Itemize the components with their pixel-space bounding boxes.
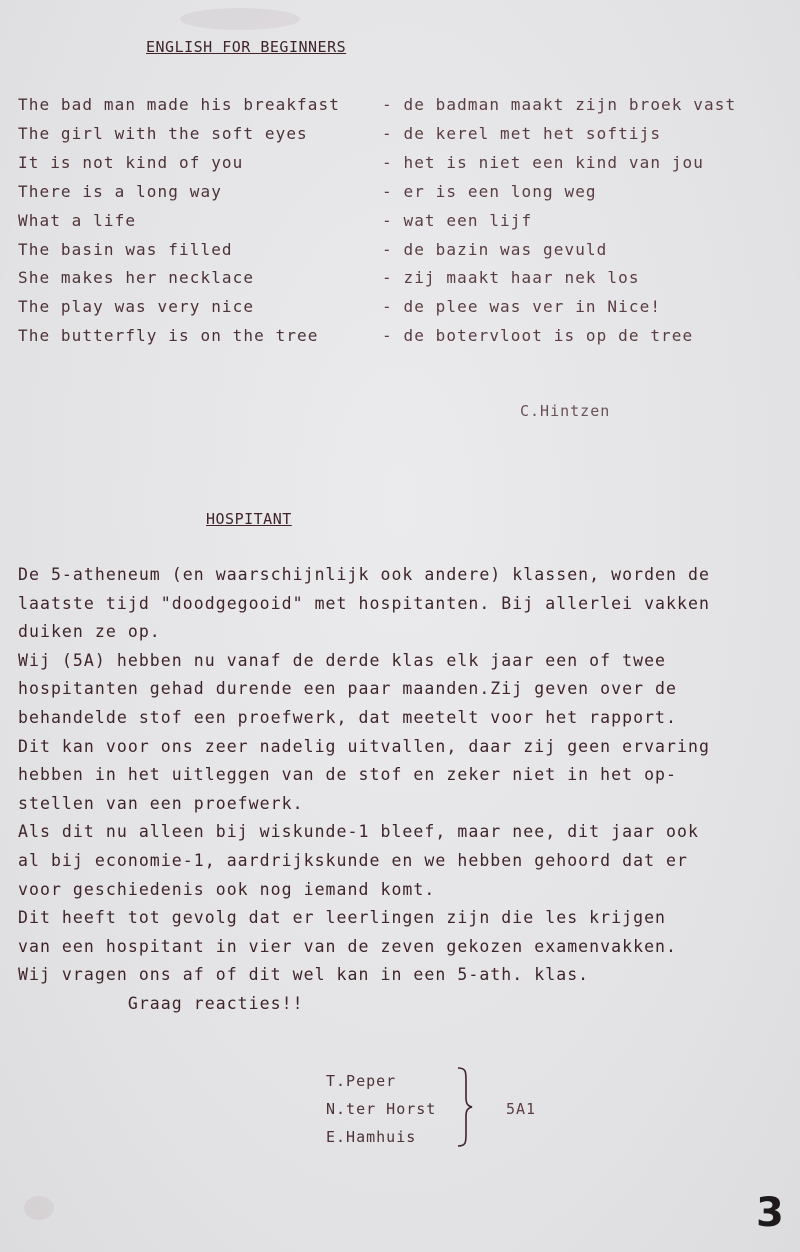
signature-name: N.ter Horst xyxy=(326,1100,437,1118)
english-phrase: The butterfly is on the tree xyxy=(18,326,319,345)
english-phrase: There is a long way xyxy=(18,182,222,201)
article-line: Graag reacties!! xyxy=(18,994,304,1013)
english-phrase: The play was very nice xyxy=(18,297,255,316)
article-line: Wij vragen ons af of dit wel kan in een 5-ath. klas. xyxy=(18,965,590,984)
article-line: van een hospitant in vier van de zeven gekozen examenvakken. xyxy=(18,937,678,956)
english-section-title: ENGLISH FOR BEGINNERS xyxy=(146,38,347,56)
ink-smudge xyxy=(24,1196,54,1220)
dutch-translation: - de botervloot is op de tree xyxy=(382,326,694,345)
dutch-translation: - de badman maakt zijn broek vast xyxy=(382,95,737,114)
article-line: voor geschiedenis ook nog iemand komt. xyxy=(18,880,436,899)
article-line: Dit heeft tot gevolg dat er leerlingen zijn die les krijgen xyxy=(18,908,667,927)
class-label: 5A1 xyxy=(506,1100,537,1118)
ink-smudge xyxy=(180,8,300,30)
page-number: 3 xyxy=(756,1190,784,1236)
article-line: al bij economie-1, aardrijkskunde en we hebben gehoord dat er xyxy=(18,851,689,870)
dutch-translation: - de plee was ver in Nice! xyxy=(382,297,662,316)
english-phrase: The bad man made his breakfast xyxy=(18,95,340,114)
author-signature: C.Hintzen xyxy=(520,402,611,420)
article-line: hospitanten gehad durende een paar maanden.Zij geven over de xyxy=(18,679,678,698)
article-line: De 5-atheneum (en waarschijnlijk ook andere) klassen, worden de xyxy=(18,565,710,584)
english-phrase: She makes her necklace xyxy=(18,268,255,287)
hospitant-section-title: HOSPITANT xyxy=(206,510,292,528)
signature-name: T.Peper xyxy=(326,1072,397,1090)
signature-name: E.Hamhuis xyxy=(326,1128,417,1146)
article-line: stellen van een proefwerk. xyxy=(18,794,304,813)
dutch-translation: - de bazin was gevuld xyxy=(382,240,608,259)
dutch-translation: - zij maakt haar nek los xyxy=(382,268,640,287)
article-line: behandelde stof een proefwerk, dat meetelt voor het rapport. xyxy=(18,708,678,727)
article-line: duiken ze op. xyxy=(18,622,161,641)
curly-brace-icon xyxy=(454,1066,474,1148)
dutch-translation: - het is niet een kind van jou xyxy=(382,153,704,172)
english-phrase: It is not kind of you xyxy=(18,153,244,172)
english-phrase: The girl with the soft eyes xyxy=(18,124,308,143)
dutch-translation: - wat een lijf xyxy=(382,211,533,230)
dutch-translation: - er is een long weg xyxy=(382,182,597,201)
english-phrase: What a life xyxy=(18,211,137,230)
article-line: Dit kan voor ons zeer nadelig uitvallen, daar zij geen ervaring xyxy=(18,737,710,756)
english-phrase: The basin was filled xyxy=(18,240,233,259)
dutch-translation: - de kerel met het softijs xyxy=(382,124,662,143)
article-line: hebben in het uitleggen van de stof en zeker niet in het op- xyxy=(18,765,678,784)
article-line: Wij (5A) hebben nu vanaf de derde klas elk jaar een of twee xyxy=(18,651,667,670)
article-line: Als dit nu alleen bij wiskunde-1 bleef, maar nee, dit jaar ook xyxy=(18,822,699,841)
article-line: laatste tijd "doodgegooid" met hospitanten. Bij allerlei vakken xyxy=(18,594,710,613)
